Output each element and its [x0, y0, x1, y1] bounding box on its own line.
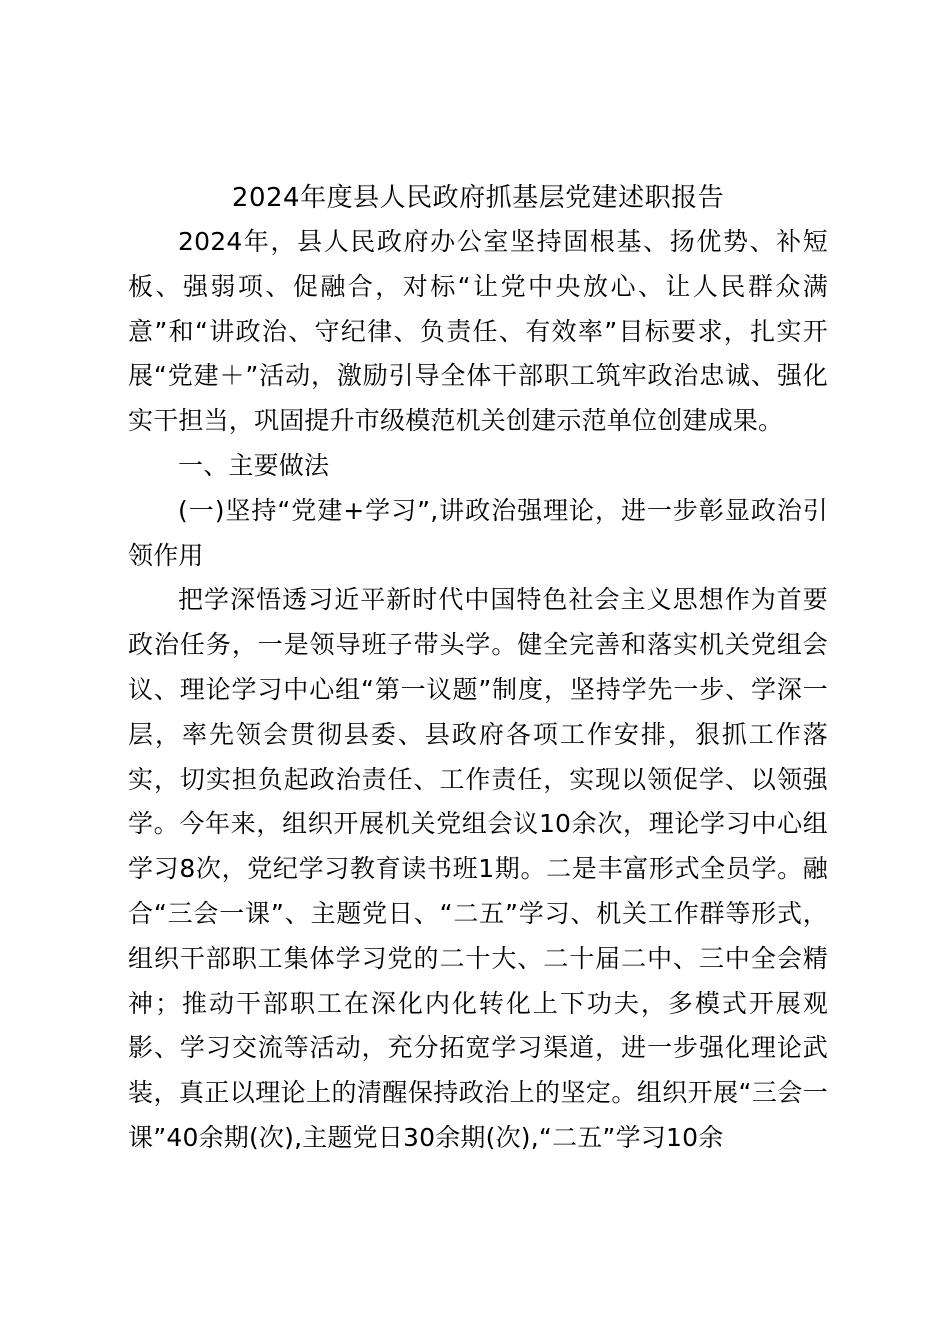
- intro-paragraph: 2024年，县人民政府办公室坚持固根基、扬优势、补短板、强弱项、促融合，对标“让党中央放心、让人民群众满意”和“讲政治、守纪律、负责任、有效率”目标要求，扎实开展“党建＋”活动，激励引导全体干部职工筑牢政治忠诚、强化实干担当，巩固提升市级模范机关创建示范单位创建成果。: [128, 227, 828, 436]
- subsection-heading: (一)坚持“党建+学习”,讲政治强理论，进一步彰显政治引领作用: [128, 495, 828, 570]
- body-paragraph: 把学深悟透习近平新时代中国特色社会主义思想作为首要政治任务，一是领导班子带头学。健全完善和落实机关党组会议、理论学习中心组“第一议题”制度，坚持学先一步、学深一层，率先领会贯彻县委、县政府各项工作安排，狠抓工作落实，切实担负起政治责任、工作责任，实现以领促学、以领强学。今年来，组织开展机关党组会议10余次，理论学习中心组学习8次，党纪学习教育读书班1期。二是丰富形式全员学。融合“三会一课”、主题党日、“二五”学习、机关工作群等形式，组织干部职工集体学习党的二十大、二十届二中、三中全会精神；推动干部职工在深化内化转化上下功夫，多模式开展观影、学习交流等活动，充分拓宽学习渠道，进一步强化理论武装，真正以理论上的清醒保持政治上的坚定。组织开展“三会一课”40余期(次),主题党日30余期(次),“二五”学习10余: [128, 585, 828, 1152]
- section-heading: 一、主要做法: [178, 450, 330, 480]
- document-title: 2024年度县人民政府抓基层党建述职报告: [231, 183, 725, 213]
- document-page: [128, 176, 828, 1161]
